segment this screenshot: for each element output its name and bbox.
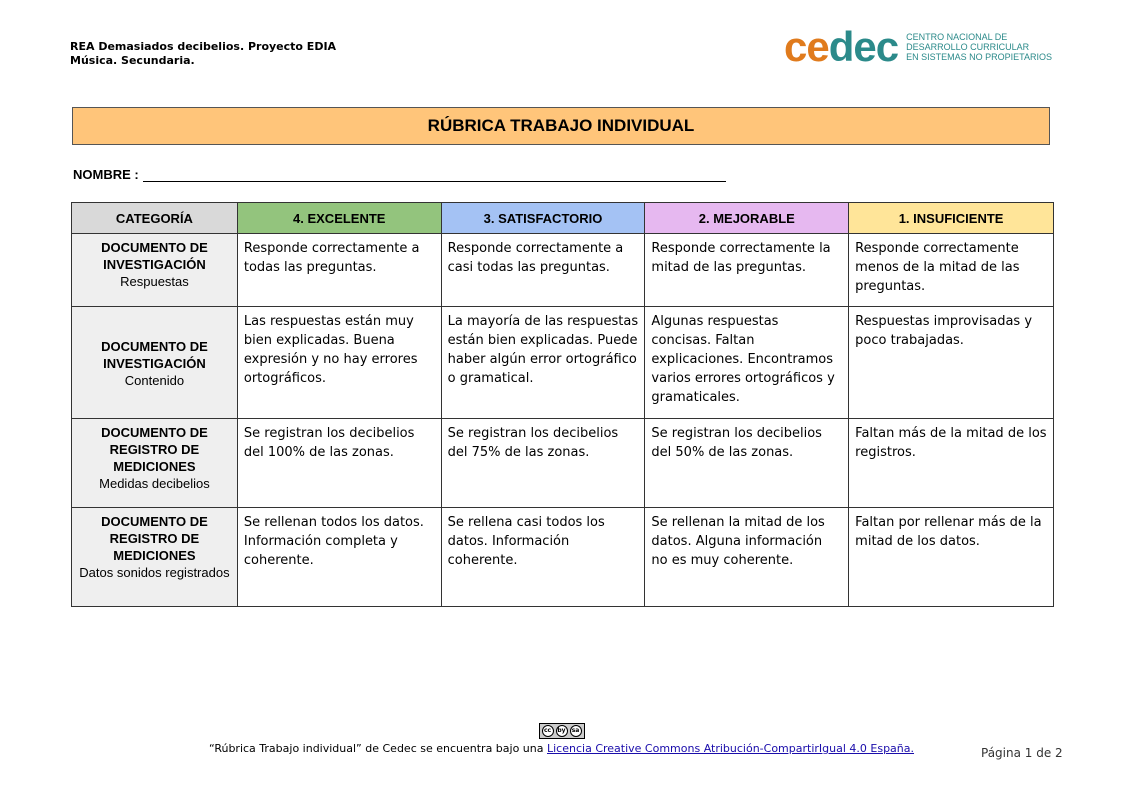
column-header-excellent: 4. EXCELENTE xyxy=(237,203,441,234)
category-cell xyxy=(72,234,238,307)
cc-license-badge[interactable] xyxy=(539,723,585,739)
table-row xyxy=(72,508,1054,607)
column-header-satisfactory: 3. SATISFACTORIO xyxy=(441,203,645,234)
rubric-cell: Faltan por rellenar más de la mitad de los datos. xyxy=(849,508,1054,607)
rubric-cell: Se registran los decibelios del 50% de las zonas. xyxy=(645,419,849,508)
license-intro: “Rúbrica Trabajo individual” de Cedec se encuentra bajo una xyxy=(208,742,544,755)
rubric-cell: Se rellena casi todos los datos. Información coherente. xyxy=(441,508,645,607)
logo-subtitle-line1: CENTRO NACIONAL DE xyxy=(906,32,1008,42)
rubric-cell: La mayoría de las respuestas están bien explicadas. Puede haber algún error ortográfico o gramatical. xyxy=(441,307,645,419)
rubric-cell: Las respuestas están muy bien explicadas. Buena expresión y no hay errores ortográficos. xyxy=(237,307,441,419)
logo-wordmark-part2: dec xyxy=(828,23,899,70)
table-row xyxy=(72,307,1054,419)
logo-subtitle-line2: DESARROLLO CURRICULAR xyxy=(906,42,1030,52)
page-number: Página 1 de 2 xyxy=(981,746,1063,760)
logo-subtitle-line3: EN SISTEMAS NO PROPIETARIOS xyxy=(906,52,1052,62)
category-title: DOCUMENTO DE REGISTRO DE MEDICIONES xyxy=(101,425,208,474)
page-title: RÚBRICA TRABAJO INDIVIDUAL xyxy=(72,107,1050,145)
by-icon: by xyxy=(556,725,568,737)
category-title: DOCUMENTO DE INVESTIGACIÓN xyxy=(101,240,208,272)
license-text xyxy=(0,742,1123,755)
column-header-category: CATEGORÍA xyxy=(72,203,238,234)
category-title: DOCUMENTO DE REGISTRO DE MEDICIONES xyxy=(101,514,208,563)
rubric-cell: Se rellenan la mitad de los datos. Alguna información no es muy coherente. xyxy=(645,508,849,607)
rubric-cell: Se registran los decibelios del 75% de las zonas. xyxy=(441,419,645,508)
rubric-cell: Faltan más de la mitad de los registros. xyxy=(849,419,1054,508)
table-row xyxy=(72,234,1054,307)
logo-wordmark-part1: ce xyxy=(784,23,829,70)
rubric-cell: Responde correctamente a todas las preguntas. xyxy=(237,234,441,307)
category-cell xyxy=(72,508,238,607)
category-cell xyxy=(72,307,238,419)
header-subject-line: Música. Secundaria. xyxy=(70,54,195,67)
category-title: DOCUMENTO DE INVESTIGACIÓN xyxy=(101,338,208,371)
cedec-logo xyxy=(784,23,1052,70)
header-project-line: REA Demasiados decibelios. Proyecto EDIA xyxy=(70,40,337,53)
name-field-row xyxy=(73,167,726,182)
rubric-cell: Respuestas improvisadas y poco trabajadas. xyxy=(849,307,1054,419)
table-row xyxy=(72,419,1054,508)
rubric-cell: Se registran los decibelios del 100% de las zonas. xyxy=(237,419,441,508)
rubric-table xyxy=(71,202,1054,607)
name-blank-line[interactable] xyxy=(143,169,726,182)
name-label: NOMBRE : xyxy=(73,167,139,182)
category-subtitle: Datos sonidos registrados xyxy=(79,565,230,580)
category-subtitle: Respuestas xyxy=(120,274,189,289)
category-subtitle: Contenido xyxy=(124,372,185,388)
rubric-cell: Responde correctamente a casi todas las preguntas. xyxy=(441,234,645,307)
rubric-header-row xyxy=(72,203,1054,234)
document-header xyxy=(70,40,336,68)
logo-wordmark xyxy=(784,23,899,70)
rubric-cell: Responde correctamente la mitad de las preguntas. xyxy=(645,234,849,307)
rubric-cell: Algunas respuestas concisas. Faltan explicaciones. Encontramos varios errores ortográficos y gramaticales. xyxy=(645,307,849,419)
rubric-cell: Responde correctamente menos de la mitad de las preguntas. xyxy=(849,234,1054,307)
column-header-improvable: 2. MEJORABLE xyxy=(645,203,849,234)
category-cell xyxy=(72,419,238,508)
sa-icon: sa xyxy=(570,725,582,737)
category-subtitle: Medidas decibelios xyxy=(99,476,210,491)
cc-icon: cc xyxy=(542,725,554,737)
rubric-cell: Se rellenan todos los datos. Información completa y coherente. xyxy=(237,508,441,607)
column-header-insufficient: 1. INSUFICIENTE xyxy=(849,203,1054,234)
license-link[interactable]: Licencia Creative Commons Atribución-CompartirIgual 4.0 España. xyxy=(547,742,915,755)
logo-subtitle xyxy=(906,32,1052,62)
